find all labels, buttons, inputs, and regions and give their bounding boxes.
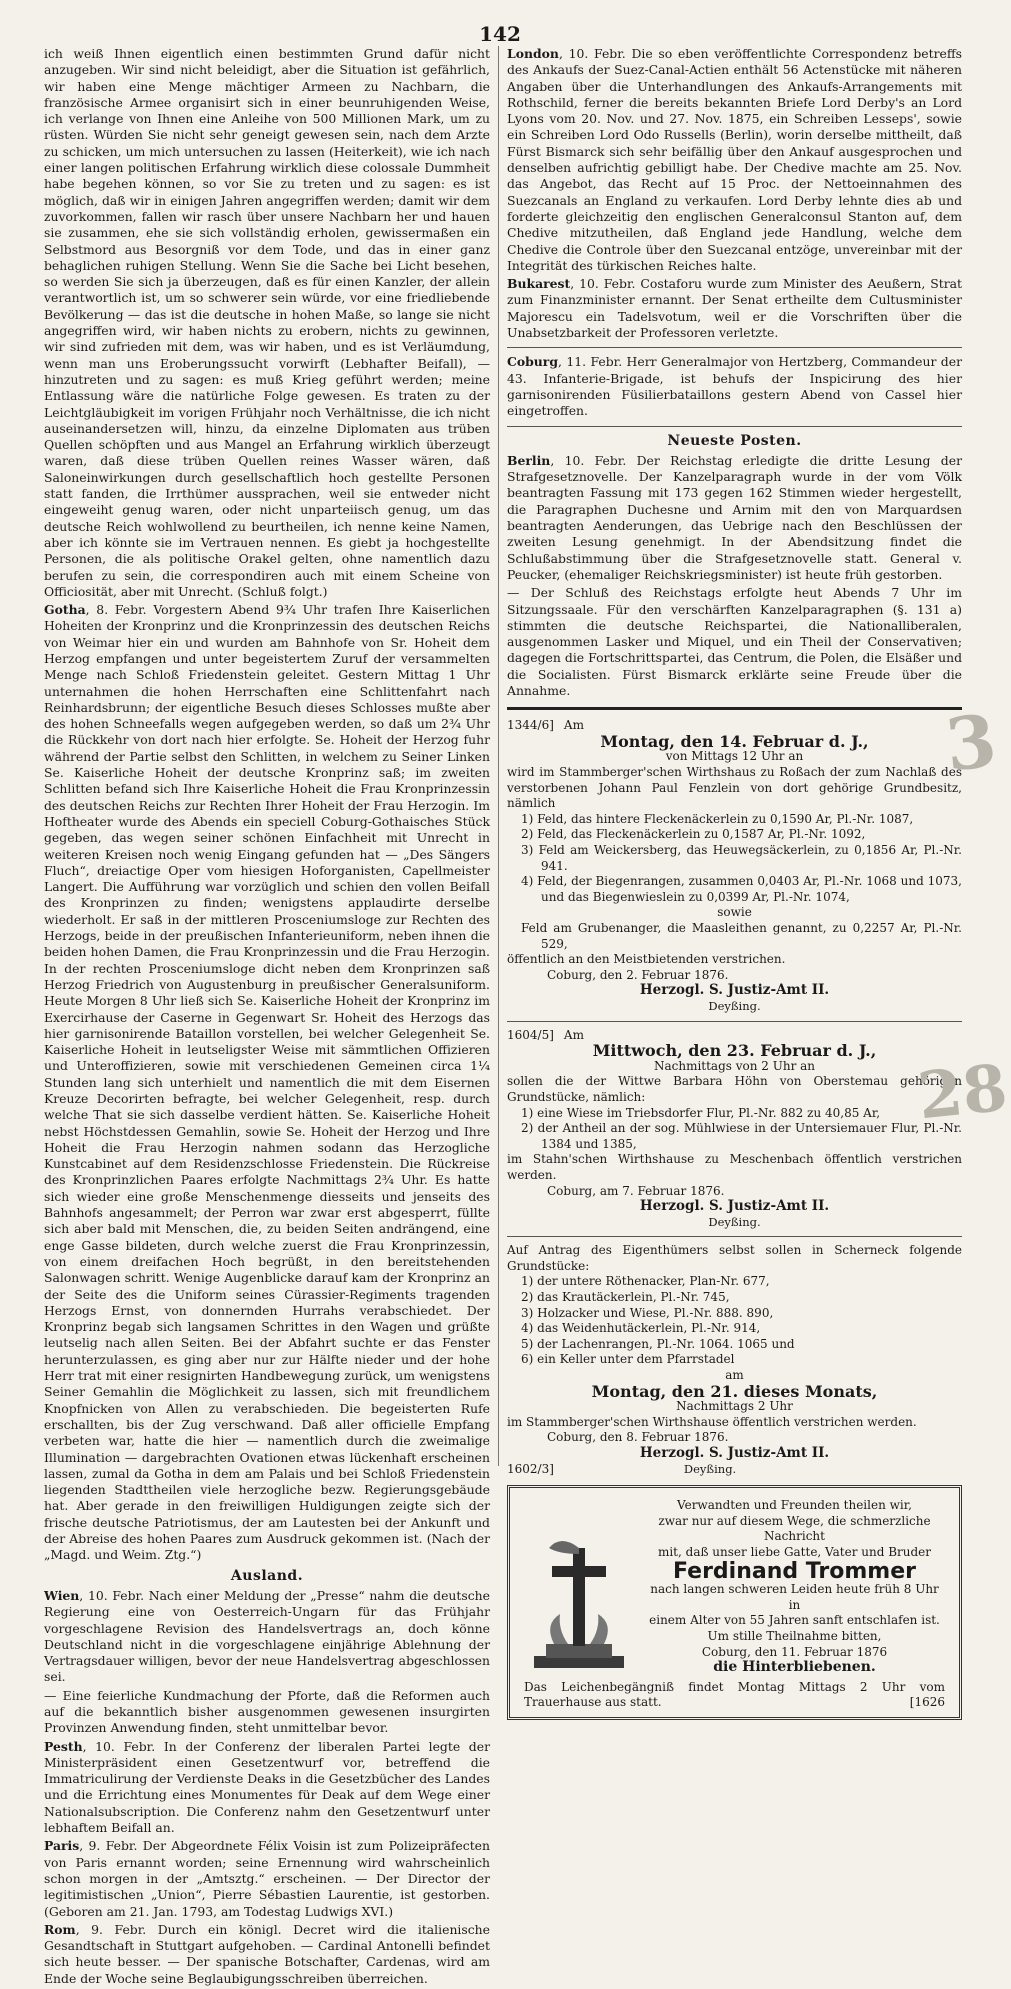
notice-office: Herzogl. S. Justiz-Amt II. — [639, 1198, 830, 1215]
divider — [507, 426, 962, 427]
article-berlin-2: — Der Schluß des Reichstags erfolgte heut Abends 7 Uhr im Sitzungssaale. Für den verschärften Kanzelparagraphen (§. 131 a) stimmten die deutsche Reichspartei, die Nationalliberalen, ausgenommen Lasker und Miquel, und ein Theil der Conservativen; dagegen die Fortschrittspartei, das Centrum, die Polen, die Elsäßer und die Socialisten. Fürst Bismarck erklärte seine Freude über die Annahme. — [507, 585, 962, 698]
notice-item: 3) Feld am Weickersberg, das Heuwegsäckerlein, zu 0,1856 Ar, Pl.-Nr. 941. — [521, 843, 962, 873]
notice-item: Feld am Grubenanger, die Maasleithen genannt, zu 0,2257 Ar, Pl.-Nr. 529, — [521, 921, 962, 951]
article-pesth-text: , 10. Febr. In der Conferenz der liberalen Partei legte der Ministerpräsident einen Gesetzentwurf vor, betreffend die Immatriculirung der Verdienste Deaks in die Gesetzbücher des Landes und die Errichtung eines Monumentes für Deak auf dem Wege einer Nationalsubscription. Die Conferenz nahm den Gesetzentwurf unter lebhaftem Beifall an. — [44, 1738, 490, 1836]
article-rom-text: , 9. Febr. Durch ein königl. Decret wird die italienische Gesandtschaft in Stuttgart aufgehoben. — Cardinal Antonelli befindet sich heute besser. — Der spanische Botschafter, Cardenas, wird am Ende der Woche seine Beglaubigungsschreiben überreichen. — [44, 1921, 490, 1986]
article-paris-text: , 9. Febr. Der Abgeordnete Félix Voisin ist zum Polizeipräfecten von Paris ernannt worden; seine Ernennung wird wahrscheinlich schon morgen in der „Amtsztg.“ erscheinen. — Der Director der legitimistischen „Union“, Pierre Sébastien Laurentie, ist gestorben. (Geboren am 21. Jan. 1793, am Todestag Ludwigs XVI.) — [44, 1838, 490, 1919]
notice-dateline: Coburg, den 8. Februar 1876. — [547, 1430, 729, 1445]
notice-item: 4) Feld, der Biegenrangen, zusammen 0,0403 Ar, Pl.-Nr. 1068 und 1073, und das Biegenwieslein zu 0,0399 Ar, Pl.-Nr. 1074, — [521, 874, 962, 904]
notice-date: Montag, den 21. dieses Monats, — [591, 1381, 878, 1401]
notice-outro: öffentlich an den Meistbietenden verstrichen. — [507, 952, 786, 967]
margin-mark: 28 — [914, 1050, 1011, 1135]
notice-item: 6) ein Keller unter dem Pfarrstadel — [521, 1352, 735, 1367]
deceased-name: Ferdinand Trommer — [673, 1558, 916, 1584]
death-line: Um stille Theilnahme bitten, — [707, 1628, 882, 1643]
article-gotha-text: , 8. Febr. Vorgestern Abend 9¾ Uhr trafen Ihre Kaiserlichen Hoheiten der Kronprinz und die Kronprinzessin des deutschen Reichs von Weimar hier ein und wurden am Bahnhofe von Sr. Hoheit dem Herzog empfangen und unter begeistertem Zuruf der versammelten Menge nach Schloß Friedenstein geleitet. Gestern Mittag 1 Uhr unternahmen die hohen Herrschaften eine Schlittenfahrt nach Reinhardsbrunn; der eigentliche Besuch dieses Schlosses mußte aber des hohen Schneefalls wegen aufgegeben werden, so daß um 2¾ Uhr die Rückkehr von dort nach hier erfolgte. Se. Hoheit der Herzog fuhr während der Partie selbst den Schlitten, in welchem zu Seiner Linken Se. Kaiserliche Hoheit der deutsche Kronprinz saß; im zweiten Schlitten befand sich Ihre Kaiserliche Hoheit die Frau Kronprinzessin des deutschen Reichs zur Rechten Ihrer Hoheit der Frau Herzogin. Im Hoftheater wurde des Abends ein speciell Coburg-Gothaisches Stück gegeben, das wegen seiner schönen Einfachheit mit Unrecht in weiteren Kreisen noch wenig Eingang gefunden hat — „Des Sängers Fluch“, dreiactige Oper vom hiesigen Hoforganisten, Capellmeister Langert. Die Aufführung war vorzüglich und schien den vollen Beifall des Kronprinzen zu finden; wenigstens applaudirte derselbe wiederholt. Er saß in der mittleren Prosceniumsloge zur Rechten des Herzogs, beide in der preußischen Infanterieuniform, neben ihnen die beiden hohen Damen, die Frau Kronprinzessin und die Frau Herzogin. In der rechten Prosceniumsloge dicht neben dem Kronprinzen saß Herzog Friedrich von Augustenburg in preußischer Generalsuniform. Heute Morgen 8 Uhr ließ sich Se. Kaiserliche Hoheit der Kronprinz im Exercirhause der Caserne in Gegenwart Sr. Hoheit des Herzogs das hier garnisonirende Bataillon vorstellen, bei welcher Gelegenheit Se. Kaiserliche Hoheit in leutseligster Weise mit sämmtlichen Offizieren und Unteroffizieren, sowie mit verschiedenen Gemeinen circa 1¼ Stunden lang sich unterhielt und namentlich die mit dem Eisernen Kreuze Decorirten befragte, bei welcher Gelegenheit, resp. durch welche That sie sich dasselbe verdient hätten. Se. Kaiserliche Hoheit nebst Höchstdessen Gemahlin, sowie Se. Hoheit der Herzog und Ihre Hoheit die Frau Herzogin nahmen sodann das Herzogliche Kunstcabinet auf dem Residenzschlosse Friedenstein. Die Rückreise des Kronprinzlichen Paares erfolgte Nachmittags 2¾ Uhr. Es hatte sich wieder eine große Menschenmenge diesseits und jenseits des Bahnhofs angesammelt; der Perron war zwar erst abgesperrt, füllte sich aber bald mit Menschen, die, zu beiden Seiten andrängend, eine enge Gasse bildeten, durch welche zuerst die Frau Kronprinzessin, von einem dreifachen Hoch begrüßt, in den bereitstehenden Salonwagen schritt. Wenige Augenblicke darauf kam der Kronprinz an der Seite des die Uniform seines Cürassier-Regiments tragenden Herzogs Ernst, von donnernden Hurrahs verabschiedet. Der Kronprinz begab sich langsamen Schrittes in den Wagen und grüßte leutselig nach allen Seiten. Bei der Abfahrt suchte er das Fenster herunterzulassen, es ging aber nur zur Hälfte nieder und der hohe Herr trat mit einer resignirten Handbewegung zurück, um wenigstens Seiner Gemahlin die Möglichkeit zu lassen, sich mit freundlichem Knopfnicken von Allen zu verabschieden. Die begeisterten Rufe erschallten, bis der Zug verschwand. Daß aller officielle Empfang verbeten war, hatte die hier — namentlich durch die zweimalige Illumination — dargebrachten Ovationen etwas lückenhaft erscheinen lassen, zumal da Gotha in dem am Palais und bei Schloß Friedenstein liegenden Stadttheilen viele herzogliche bezw. Regierungsgebäude hat. Aber gerade in den freiwilligen Huldigungen zeigte sich der frische deutsche Patriotismus, der am Lautesten bei der Ankunft und der Abreise des hohen Paares zum Ausdruck gekommen ist. (Nach der „Magd. und Weim. Ztg.“) — [44, 602, 490, 1563]
place-paris: Paris — [44, 1838, 80, 1854]
notice-outro: im Stahn'schen Wirthshause zu Meschenbach öffentlich verstrichen werden. — [507, 1152, 962, 1182]
notice-signer: Deyßing. — [708, 1214, 761, 1229]
notice-date: Mittwoch, den 23. Februar d. J., — [592, 1041, 877, 1061]
place-coburg: Coburg — [507, 354, 558, 370]
notice-office: Herzogl. S. Justiz-Amt II. — [639, 1445, 830, 1461]
article-coburg-text: , 11. Febr. Herr Generalmajor von Hertzberg, Commandeur der 43. Infanterie-Brigade, ist behufs der Inspicirung des hier garnisonirenden Füsilierbataillons gestern Abend von Cassel hier eingetroffen. — [507, 354, 962, 419]
place-bukarest: Bukarest — [507, 276, 571, 292]
article-london-text: , 10. Febr. Die so eben veröffentlichte Correspondenz betreffs des Ankaufs der Suez-Canal-Actien enthält 56 Actenstücke mit näheren Angaben über die Unterhandlungen des Ankaufs-Arrangements mit Rothschild, ferner die bereits bekannten Briefe Lord Derby's an Lord Lyons vom 20. Nov. und 27. Nov. 1875, ein Schreiben Lesseps', sowie ein Schreiben Lord Odo Russells (Berlin), worin derselbe mittheilt, daß Fürst Bismarck sich sehr beifällig über den Ankauf ausgesprochen und denselben aufrichtig gebilligt habe. Der Chedive machte am 25. Nov. das Angebot, das Recht auf 15 Proc. der Nettoeinnahmen des Suezcanals an England zu verkaufen. Lord Derby lehnte dies ab und forderte gleichzeitig den englischen Generalconsul Stanton auf, dem Chedive mitzutheilen, daß England jede Handlung, welche dem Chedive die Controle über den Suezcanal entzöge, unvereinbar mit der Integrität des türkischen Reiches halte. — [507, 46, 962, 273]
notice-item: 4) das Weidenhutäckerlein, Pl.-Nr. 914, — [521, 1321, 761, 1336]
notice-time: Nachmittags von 2 Uhr an — [653, 1058, 816, 1073]
death-notice-text — [644, 1498, 945, 1676]
article-rom — [44, 1922, 490, 1987]
article-bukarest-text: , 10. Febr. Costaforu wurde zum Minister des Aeußern, Strat zum Finanzminister ernannt. Der Senat ertheilte dem Cultusminister Majorescu ein Tadelsvotum, weil er die Vorschriften über die Unabsetzbarkeit der Professoren verletzte. — [507, 276, 962, 341]
notice-signer: Deyßing. — [683, 1461, 737, 1476]
notice-ref: 1344/6] — [507, 718, 554, 733]
divider — [507, 1236, 962, 1237]
notice-intro: wird im Stammberger'schen Wirthshaus zu Roßach der zum Nachlaß des verstorbenen Johann Paul Fenzlein von dort gehörige Grundbesitz, nämlich — [507, 765, 962, 811]
notice-signer: Deyßing. — [708, 998, 761, 1013]
funeral-text: Das Leichenbegängniß findet Montag Mittags 2 Uhr vom Trauerhause aus statt. — [524, 1679, 945, 1710]
notice-outro: im Stammberger'schen Wirthshause öffentlich verstrichen werden. — [507, 1414, 917, 1429]
death-notice — [507, 1485, 962, 1720]
notice-item: 1) der untere Röthenacker, Plan-Nr. 677, — [521, 1274, 770, 1289]
place-london: London — [507, 46, 559, 61]
notice-item: 3) Holzacker und Wiese, Pl.-Nr. 888. 890, — [521, 1305, 774, 1320]
notice-date: Montag, den 14. Februar d. J., — [600, 731, 869, 751]
auction-notice-2 — [507, 1028, 962, 1231]
article-bukarest — [507, 276, 962, 341]
notice-sowie: sowie — [717, 905, 752, 920]
notice-ref: 1604/5] — [507, 1027, 554, 1042]
right-column — [507, 46, 962, 1720]
cross-icon — [524, 1528, 634, 1678]
divider — [507, 1021, 962, 1022]
divider — [507, 347, 962, 348]
article-pesth — [44, 1739, 490, 1837]
death-line: mit, daß unser liebe Gatte, Vater und Bruder — [657, 1544, 932, 1559]
speech-continuation: ich weiß Ihnen eigentlich einen bestimmten Grund dafür nicht anzugeben. Wir sind nicht beleidigt, aber die Situation ist gefährlich, wir haben eine Menge mächtiger Armeen zu Nachbarn, die französische Armee organisirt sich in einer beunruhigenden Weise, ich verlange von Ihnen eine Anleihe von 500 Millionen Mark, um zu rüsten. Würden Sie nicht sehr geneigt gewesen sein, nach dem Arzte zu schicken, um mich untersuchen zu lassen (Heiterkeit), wie ich nach einer langen politischen Erfahrung wirklich diese colossale Dummheit habe begehen können, so vor Sie zu treten und zu sagen: es ist möglich, daß wir in einigen Jahren angegriffen werden; damit wir dem zuvorkommen, fallen wir rasch über unsere Nachbarn her und hauen sie zusammen, ehe sie sich vollständig erholen, gewissermaßen ein Selbstmord aus Besorgniß vor dem Tode, und das in einer ganz behaglichen ruhigen Stellung. Wenn Sie die Sache bei Licht besehen, so werden Sie sich ja überzeugen, daß es für einen Kanzler, der allein verantwortlich ist, um so schwerer sein würde, vor eine friedliebende Bevölkerung — das ist die deutsche in hohen Maße, so lange sie nicht angegriffen wird, wir haben nichts zu erobern, nichts zu gewinnen, wir sind zufrieden mit dem, was wir haben, und es ist Verläumdung, wenn man uns Eroberungssucht vorwirft (Lebhafter Beifall), — hinzutreten und zu sagen: es muß Krieg geführt werden; meine Entlassung wäre die natürliche Folge gewesen. Es traten zu der Leichtgläubigkeit im vorigen Frühjahr noch Verhältnisse, die ich nicht auseinandersetzen will, hinzu, da einzelne Diplomaten aus trüben Quellen schöpften und aus Mangel an Erfahrung wirklich überzeugt waren, daß diese trüben Quellen reines Wasser wären, daß Saloneinwirkungen durch gesellschaftlich hoch gestellte Personen statt fanden, die Irrthümer aussprachen, weil sie entweder nicht eingeweiht genug waren, oder nicht unparteiisch genug, um das deutsche Reich wohlwollend zu beurtheilen, ich nenne keine Namen, aber ich könnte sie im Vertrauen nennen. Es giebt ja hochgestellte Personen, die als politische Orakel gelten, ohne namentlich dazu berufen zu sein, die correspondiren auch mit einem Scheine von Officiosität, aber mit Unrecht. (Schluß folgt.) — [44, 46, 490, 599]
article-berlin — [507, 453, 962, 583]
notice-item: 2) das Krautäckerlein, Pl.-Nr. 745, — [521, 1290, 730, 1305]
article-wien — [44, 1588, 490, 1686]
article-wien-text: , 10. Febr. Nach einer Meldung der „Presse“ nahm die deutsche Regierung eine von Oesterreich-Ungarn für das Frühjahr vorgeschlagene Revision des Handelsvertrags an, doch könne Deutschland nicht in die vorgeschlagene einjährige Ablehnung der Vertragsdauer willigen, bevor der neue Handelsvertrag abgeschlossen sei. — [44, 1587, 490, 1685]
article-london — [507, 46, 962, 274]
notice-ref: [1626 — [909, 1695, 945, 1710]
death-line: nach langen schweren Leiden heute früh 8 Uhr in — [650, 1582, 939, 1612]
notice-ref: 1602/3] — [507, 1461, 554, 1476]
place-rom: Rom — [44, 1921, 76, 1937]
notice-office: Herzogl. S. Justiz-Amt II. — [639, 982, 830, 999]
notice-intro: Auf Antrag des Eigenthümers selbst sollen in Scherneck folgende Grundstücke: — [507, 1243, 962, 1273]
left-column — [44, 46, 490, 1989]
place-wien: Wien — [44, 1587, 80, 1603]
notice-am: Am — [563, 1027, 584, 1042]
notice-am: am — [725, 1368, 744, 1383]
notice-item: 2) Feld, das Fleckenäckerlein zu 0,1587 Ar, Pl.-Nr. 1092, — [521, 827, 866, 842]
article-coburg — [507, 354, 962, 419]
death-signature: die Hinterbliebenen. — [713, 1659, 876, 1676]
place-pesth: Pesth — [44, 1738, 83, 1754]
section-neueste-posten: Neueste Posten. — [667, 432, 802, 449]
article-paris — [44, 1838, 490, 1919]
notice-time: Nachmittags 2 Uhr — [676, 1399, 793, 1414]
notice-item: 1) Feld, das hintere Fleckenäckerlein zu 0,1590 Ar, Pl.-Nr. 1087, — [521, 811, 914, 826]
page-number: 142 — [479, 22, 521, 46]
article-berlin-text: , 10. Febr. Der Reichstag erledigte die dritte Lesung der Strafgesetznovelle. Der Kanzelparagraph wurde in der vom Völk beantragten Fassung mit 173 gegen 162 Stimmen wieder hergestellt, die Paragraphen Duchesne und Arnim mit den von Marquardsen beantragten Aenderungen, das Uebrige nach den Beschlüssen der zweiten Lesung genehmigt. In der Abendsitzung findet die Schlußabstimmung über die Strafgesetznovelle statt. General v. Peucker, (ehemaliger Reichskriegsminister) ist heute früh gestorben. — [507, 452, 962, 582]
death-line: zwar nur auf diesem Wege, die schmerzliche Nachricht — [658, 1513, 931, 1544]
place-berlin: Berlin — [507, 452, 551, 468]
notice-item: 5) der Lachenrangen, Pl.-Nr. 1064. 1065 und — [521, 1336, 795, 1351]
notice-item: 2) der Antheil an der sog. Mühlwiese in der Untersiemauer Flur, Pl.-Nr. 1384 und 1385, — [521, 1121, 962, 1151]
notice-intro: sollen die der Wittwe Barbara Höhn von Oberstemau gehörigen Grundstücke, nämlich: — [507, 1074, 962, 1104]
divider-bold — [507, 707, 962, 710]
death-line: Verwandten und Freunden theilen wir, — [677, 1498, 912, 1513]
auction-notice-3 — [507, 1243, 962, 1477]
funeral-note — [524, 1680, 945, 1711]
notice-dateline: Coburg, den 2. Februar 1876. — [547, 967, 729, 982]
article-gotha — [44, 602, 490, 1564]
column-divider — [498, 46, 499, 1466]
notice-am: Am — [563, 718, 584, 733]
place-gotha: Gotha — [44, 602, 86, 618]
notice-item: 1) eine Wiese im Triebsdorfer Flur, Pl.-Nr. 882 zu 40,85 Ar, — [521, 1105, 881, 1120]
margin-mark: 3 — [941, 697, 1001, 788]
death-dateline: Coburg, den 11. Februar 1876 — [701, 1644, 888, 1659]
article-wien-2: — Eine feierliche Kundmachung der Pforte, daß die Reformen auch auf die bekanntlich bisher ausgenommen gewesenen insurgirten Provinzen Anwendung finden, steht unmittelbar bevor. — [44, 1687, 490, 1736]
death-line: einem Alter von 55 Jahren sanft entschlafen ist. — [649, 1613, 940, 1628]
auction-notice-1 — [507, 718, 962, 1014]
notice-time: von Mittags 12 Uhr an — [665, 749, 804, 764]
notice-dateline: Coburg, am 7. Februar 1876. — [547, 1183, 725, 1198]
section-ausland: Ausland. — [230, 1567, 304, 1584]
